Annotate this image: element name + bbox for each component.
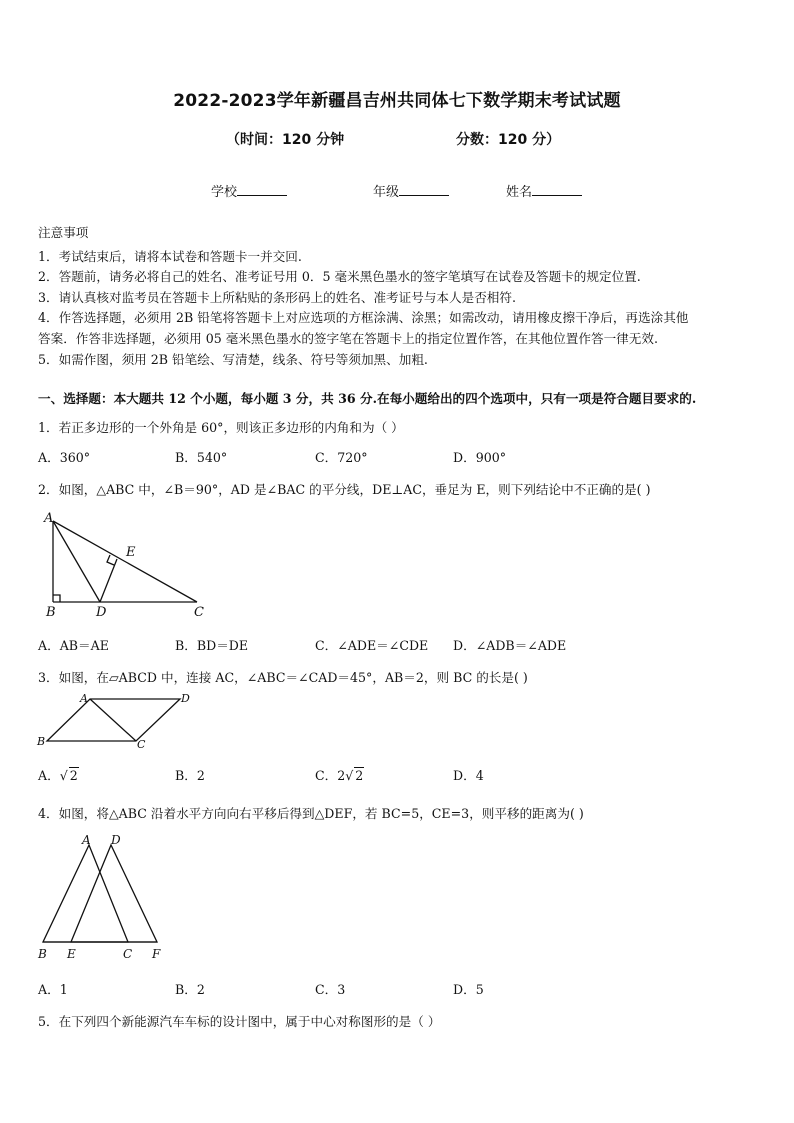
section-heading: 一、选择题：本大题共 12 个小题，每小题 3 分，共 36 分.在每小题给出的四个选项中，只有一项是符合题目要求的.: [38, 391, 697, 406]
triangle-def: [71, 845, 157, 942]
q1-option-d[interactable]: D．900°: [453, 450, 507, 465]
question-3-stem: 3．如图，在▱ABCD 中，连接 AC，∠ABC＝∠CAD＝45°，AB＝2，则 BC 的长是( ): [38, 670, 528, 685]
triangle-abc: [43, 845, 128, 942]
label-c: C: [194, 605, 204, 620]
q3-option-c[interactable]: [315, 765, 364, 784]
radicand: 2: [69, 768, 78, 783]
school-label: 学校: [211, 185, 238, 200]
label-a: A: [82, 833, 91, 847]
q3-option-c-label: C．2: [315, 768, 346, 783]
segment-ad: [53, 521, 100, 602]
q4-option-a[interactable]: A．1: [38, 982, 68, 997]
name-blank[interactable]: [532, 183, 582, 196]
label-f: F: [152, 947, 161, 961]
diagonal-ac: [90, 699, 136, 741]
q4-option-b[interactable]: B．2: [175, 982, 205, 997]
q1-option-b[interactable]: B．540°: [175, 450, 228, 465]
segment-ac: [53, 521, 197, 602]
right-angle-mark-e: [107, 555, 114, 565]
q3-option-a-label: A．: [38, 768, 60, 783]
q2-option-d[interactable]: D．∠ADB＝∠ADE: [453, 638, 567, 653]
score-label: 分数：120 分）: [456, 132, 561, 148]
q3-option-d[interactable]: D．4: [453, 768, 484, 783]
label-c: C: [137, 738, 146, 751]
note-item: 答案．作答非选择题，必须用 05 毫米黑色墨水的签字笔在答题卡上的指定位置作答，在其他位置作答一律无效.: [38, 331, 658, 346]
label-d: D: [181, 692, 190, 705]
q4-option-c[interactable]: C．3: [315, 982, 346, 997]
label-e: E: [126, 545, 136, 560]
q2-option-c[interactable]: C．∠ADE＝∠CDE: [315, 638, 429, 653]
radicand: 2: [355, 768, 364, 783]
question-2-stem: 2．如图，△ABC 中，∠B＝90°，AD 是∠BAC 的平分线，DE⊥AC，垂足为 E，则下列结论中不正确的是( ): [38, 482, 651, 497]
note-item: 3．请认真核对监考员在答题卡上所粘贴的条形码上的姓名、准考证号与本人是否相符.: [38, 290, 516, 305]
school-blank[interactable]: [237, 183, 287, 196]
question-5-stem: 5．在下列四个新能源汽车车标的设计图中，属于中心对称图形的是（ ）: [38, 1014, 441, 1029]
label-d: D: [111, 833, 121, 847]
grade-blank[interactable]: [399, 183, 449, 196]
name-field[interactable]: [506, 181, 582, 200]
name-label: 姓名: [506, 185, 533, 200]
label-b: B: [38, 947, 47, 961]
segment-de: [100, 559, 117, 602]
note-item: 5．如需作图，须用 2B 铅笔绘、写清楚，线条、符号等须加黑、加粗.: [38, 352, 428, 367]
sqrt-symbol: √ 2: [345, 768, 364, 783]
school-field[interactable]: [211, 181, 287, 200]
q4-translation-figure: [34, 832, 169, 962]
note-item: 1．考试结束后，请将本试卷和答题卡一并交回.: [38, 249, 302, 264]
sqrt-symbol: √ 2: [59, 768, 78, 783]
q3-parallelogram-figure: [35, 690, 195, 752]
label-a: A: [44, 511, 54, 526]
question-4-stem: 4．如图，将△ABC 沿着水平方向向右平移后得到△DEF，若 BC=5，CE=3，则平移的距离为( ): [38, 806, 584, 821]
time-label: （时间：120 分钟: [226, 132, 345, 148]
q2-option-b[interactable]: B．BD＝DE: [175, 638, 249, 653]
q2-triangle-figure: [40, 508, 215, 620]
label-b: B: [37, 735, 46, 748]
label-e: E: [67, 947, 76, 961]
q3-option-b[interactable]: B．2: [175, 768, 205, 783]
note-item: 2．答题前，请务必将自己的姓名、准考证号用 0．5 毫米黑色墨水的签字笔填写在试卷及答题卡的规定位置.: [38, 269, 641, 284]
grade-field[interactable]: [373, 181, 449, 200]
notes-heading: 注意事项: [38, 225, 89, 240]
question-1-stem: 1．若正多边形的一个外角是 60°，则该正多边形的内角和为（ ）: [38, 420, 404, 435]
q1-option-c[interactable]: C．720°: [315, 450, 368, 465]
label-c: C: [123, 947, 133, 961]
q1-option-a[interactable]: A．360°: [38, 450, 91, 465]
q3-option-a[interactable]: [38, 765, 79, 784]
label-b: B: [46, 605, 56, 620]
label-a: A: [80, 692, 88, 705]
right-angle-mark-b: [53, 595, 60, 602]
grade-label: 年级: [373, 185, 400, 200]
page-title: 2022-2023学年新疆昌吉州共同体七下数学期末考试试题: [173, 91, 621, 111]
q4-option-d[interactable]: D．5: [453, 982, 484, 997]
q2-option-a[interactable]: A．AB＝AE: [38, 638, 109, 653]
note-item: 4．作答选择题，必须用 2B 铅笔将答题卡上对应选项的方框涂满、涂黑；如需改动，请用橡皮擦干净后，再选涂其他: [38, 310, 689, 325]
label-d: D: [96, 605, 107, 620]
